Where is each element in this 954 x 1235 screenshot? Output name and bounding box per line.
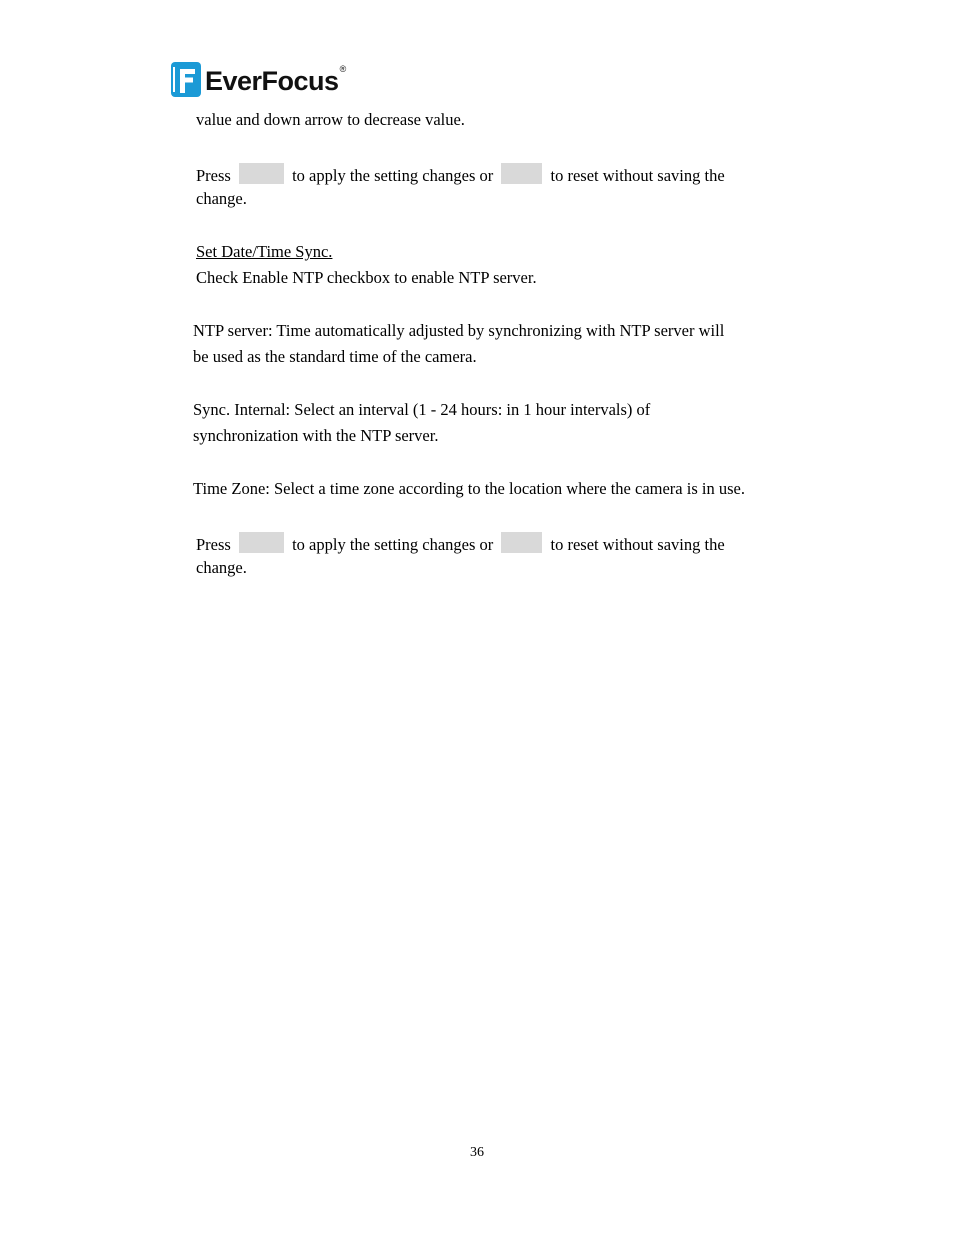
press-line-1 <box>196 163 725 186</box>
press-middle-text: to apply the setting changes or <box>292 166 494 185</box>
everfocus-logo-icon <box>171 62 201 97</box>
sync-interval-line-1: Sync. Internal: Select an interval (1 - 24 hours: in 1 hour intervals) of <box>193 400 651 419</box>
sync-interval-line-2: synchronization with the NTP server. <box>193 426 439 445</box>
time-zone-line: Time Zone: Select a time zone according to the location where the camera is in use. <box>193 479 745 498</box>
reset-button[interactable] <box>501 163 542 184</box>
press-word: Press <box>196 535 231 554</box>
page-number: 36 <box>470 1145 484 1160</box>
logo-wordmark: EverFocus <box>205 65 339 96</box>
reset-button[interactable] <box>501 532 542 553</box>
registered-mark: ® <box>339 64 347 74</box>
press-middle-text: to apply the setting changes or <box>292 535 494 554</box>
ntp-server-line-2: be used as the standard time of the camera. <box>193 347 477 366</box>
press-end-text: to reset without saving the <box>550 535 725 554</box>
press-word: Press <box>196 166 231 185</box>
press-line-2 <box>196 532 725 555</box>
ntp-server-line-1: NTP server: Time automatically adjusted by synchronizing with NTP server will <box>193 321 725 340</box>
everfocus-logo <box>171 61 346 97</box>
apply-button[interactable] <box>239 163 284 184</box>
press-end-text: to reset without saving the <box>550 166 725 185</box>
section-heading: Set Date/Time Sync. <box>196 242 333 261</box>
press-continued-2: change. <box>196 558 247 577</box>
apply-button[interactable] <box>239 532 284 553</box>
ntp-checkbox-text: Check Enable NTP checkbox to enable NTP server. <box>196 268 537 287</box>
press-continued-1: change. <box>196 189 247 208</box>
intro-line: value and down arrow to decrease value. <box>196 110 465 129</box>
